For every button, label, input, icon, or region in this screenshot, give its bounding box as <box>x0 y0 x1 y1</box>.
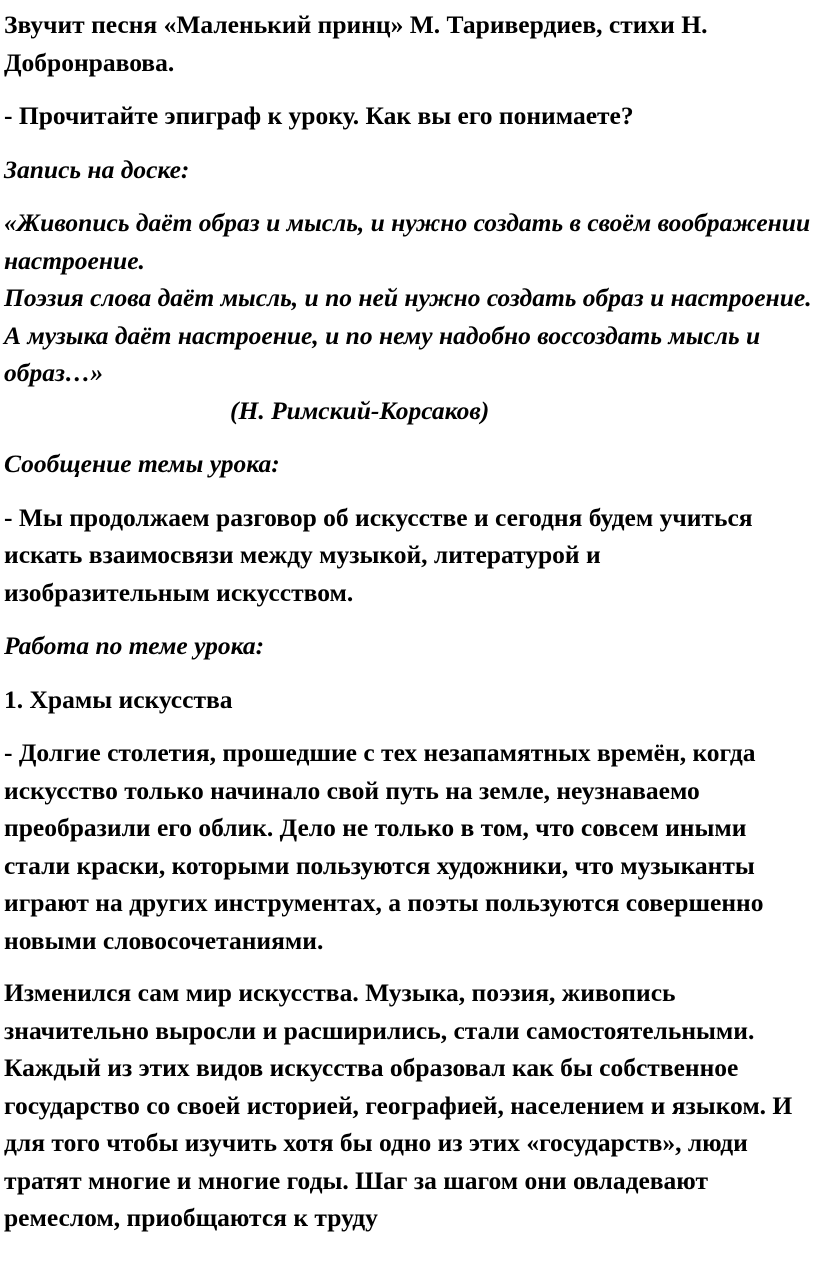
epigraph-line: А музыка даёт настроение, и по нему надобно воссоздать мысль и образ…» <box>4 320 761 387</box>
paragraph-2: Изменился сам мир искусства. Музыка, поэзия, живопись значительно выросли и расширились, стали самостоятельными. Каждый из этих видов искусства образовал как бы собственное государство со своей историей, географией, населением и языком. И для того чтобы изучить хотя бы одно из этих «государств», люди тратят многие и многие годы. Шаг за шагом они овладевают ремеслом, приобщаются к труду <box>4 978 793 1232</box>
epigraph-author: (Н. Римский-Корсаков) <box>230 395 490 425</box>
epigraph-block <box>4 204 812 429</box>
epigraph-question: - Прочитайте эпиграф к уроку. Как вы его понимаете? <box>4 101 634 130</box>
epigraph-line: «Живопись даёт образ и мысль, и нужно создать в своём воображении настроение. <box>4 208 811 275</box>
board-heading: Запись на доске: <box>4 154 190 184</box>
topic-heading: Сообщение темы урока: <box>4 449 280 478</box>
intro-song-text: Звучит песня «Маленький принц» М. Таривердиев, стихи Н. Добронравова. <box>4 10 708 77</box>
paragraph-1: - Долгие столетия, прошедшие с тех незапамятных времён, когда искусство только начинало свой путь на земле, неузнаваемо преобразили его облик. Дело не только в том, что совсем иными стали краски, которыми пользуются художники, что музыканты играют на других инструментах, а поэты пользуются совершенно новыми словосочетаниями. <box>4 738 764 955</box>
epigraph-line: Поэзия слова даёт мысль, и по ней нужно создать образ и настроение. <box>4 283 812 312</box>
topic-text: - Мы продолжаем разговор об искусстве и сегодня будем учиться искать взаимосвязи между музыкой, литературой и изобразительным искусством. <box>4 502 753 607</box>
section-title: 1. Храмы искусства <box>4 684 233 714</box>
work-heading: Работа по теме урока: <box>4 631 265 660</box>
